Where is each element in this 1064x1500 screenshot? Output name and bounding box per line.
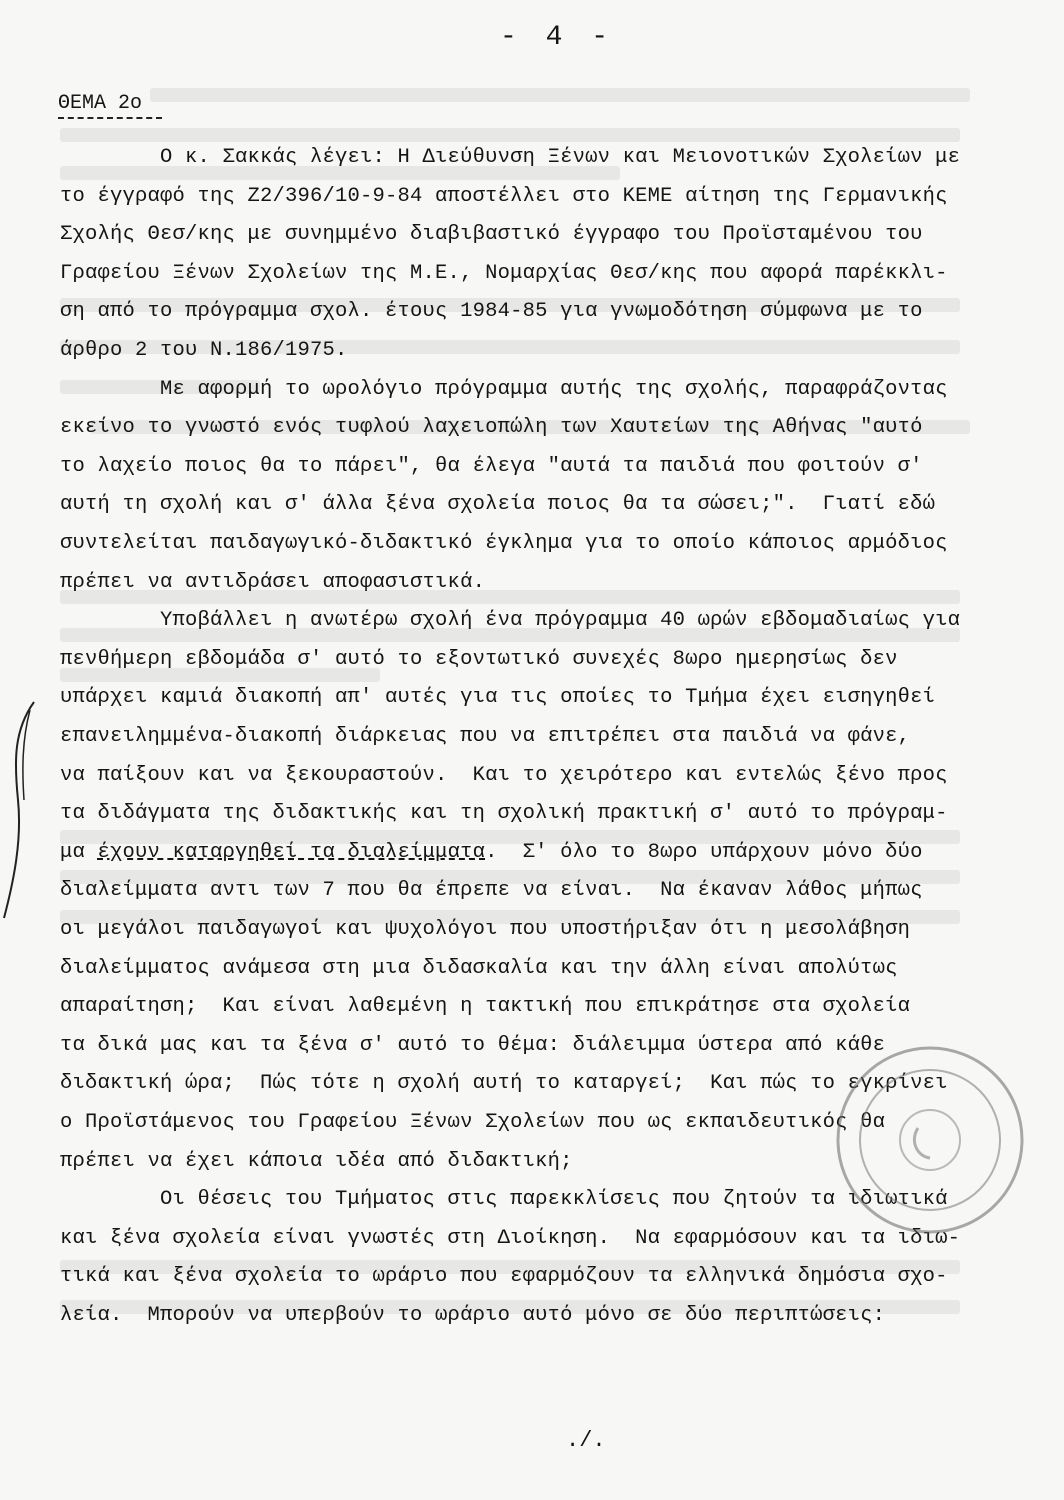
text-line: και ξένα σχολεία είναι γνωστές στη Διοίκηση. Να εφαρμόσουν και τα ιδιω- — [60, 1226, 961, 1250]
text-line: να παίξουν και να ξεκουραστούν. Και το χειρότερο και εντελώς ξένο προς — [60, 763, 948, 787]
text-line: Οι θέσεις του Τμήματος στις παρεκκλίσεις που ζητούν τα ιδιωτικά — [60, 1188, 948, 1212]
text-line: ση από το πρόγραμμα σχολ. έτους 1984-85 για γνωμοδότηση σύμφωνα με το — [60, 300, 923, 324]
underlined-phrase: έχουν καταργηθεί τα διαλείμματα — [97, 840, 486, 864]
text-line: υπάρχει καμιά διακοπή απ' αυτές για τις οποίες το Τμήμα έχει εισηγηθεί — [60, 686, 936, 710]
heading-underline — [58, 117, 162, 119]
page-number: - 4 - — [500, 22, 615, 53]
text-line: Με αφορμή το ωρολόγιο πρόγραμμα αυτής της σχολής, παραφράζοντας — [60, 377, 948, 401]
text-line: λεία. Μπορούν να υπερβούν το ωράριο αυτό μόνο σε δύο περιπτώσεις: — [60, 1304, 886, 1327]
text-line: διαλείμματος ανάμεσα στη μια διδασκαλία και την άλλη είναι απολύτως — [60, 956, 898, 980]
text-line: οι μεγάλοι παιδαγωγοί και ψυχολόγοι που υποστήριξαν ότι η μεσολάβηση — [60, 918, 911, 941]
text-line: εκείνο το γνωστό ενός τυφλού λαχειοπώλη των Χαυτείων της Αθήνας "αυτό — [60, 416, 923, 440]
text-line: Ο κ. Σακκάς λέγει: Η Διεύθυνση Ξένων και Μειονοτικών Σχολείων με — [60, 146, 961, 169]
text-line: άρθρο 2 του Ν.186/1975. — [60, 339, 348, 362]
text-line: Σχολής Θεσ/κης με συνημμένο διαβιβαστικό έγγραφο του Προϊσταμένου του — [60, 223, 923, 247]
text-line: Υποβάλλει η ανωτέρω σχολή ένα πρόγραμμα 40 ωρών εβδομαδιαίως για — [60, 609, 961, 633]
text-line: πρέπει να αντιδράσει αποφασιστικά. — [60, 570, 486, 594]
text-line: Γραφείου Ξένων Σχολείων της Μ.Ε., Νομαρχίας Θεσ/κης που αφορά παρέκκλι- — [60, 261, 948, 285]
text-line: το έγγραφό της Ζ2/396/10-9-84 αποστέλλει στο ΚΕΜΕ αίτηση της Γερμανικής — [60, 184, 948, 208]
text-line: επανειλημμένα-διακοπή διάρκειας που να επιτρέπει στα παιδιά να φάνε, — [60, 725, 911, 748]
text-line: διδακτική ώρα; Πώς τότε η σχολή αυτή το καταργεί; Και πώς το εγκρίνει — [60, 1072, 948, 1096]
text-line: τα δικά μας και τα ξένα σ' αυτό το θέμα: διάλειμμα ύστερα από κάθε — [60, 1033, 886, 1057]
text-line: πρέπει να έχει κάποια ιδέα από διδακτική; — [60, 1149, 573, 1173]
text-line: το λαχείο ποιος θα το πάρει", θα έλεγα "αυτά τα παιδιά που φοιτούν σ' — [60, 454, 923, 478]
section-heading: ΘΕΜΑ 2ο — [58, 92, 143, 115]
text-line: αυτή τη σχολή και σ' άλλα ξένα σχολεία ποιος θα τα σώσει;". Γιατί εδώ — [60, 493, 936, 517]
text-line: συντελείται παιδαγωγικό-διδακτικό έγκλημα για το οποίο κάποιος αρμόδιος — [60, 532, 948, 555]
text-line: τικά και ξένα σχολεία το ωράριο που εφαρμόζουν τα ελληνικά δημόσια σχο- — [60, 1265, 948, 1289]
margin-bracket-mark — [0, 700, 40, 920]
text-line: απαραίτηση; Και είναι λαθεμένη η τακτική που επικράτησε στα σχολεία — [60, 995, 911, 1019]
text-line: τα διδάγματα της διδακτικής και τη σχολική πρακτική σ' αυτό το πρόγραμ- — [60, 802, 948, 826]
line-prefix: μα — [60, 840, 98, 864]
round-stamp-icon — [830, 1040, 1030, 1240]
continuation-mark: ./. — [566, 1428, 606, 1453]
text-line: πενθήμερη εβδομάδα σ' αυτό το εξοντωτικό συνεχές 8ωρο ημερησίως δεν — [60, 647, 898, 671]
line-suffix: . Σ' όλο το 8ωρο υπάρχουν μόνο δύο — [485, 840, 923, 864]
text-line — [60, 841, 923, 864]
text-line: διαλείμματα αντι των 7 που θα έπρεπε να είναι. Να έκαναν λάθος μήπως — [60, 879, 923, 903]
text-line: ο Προϊστάμενος του Γραφείου Ξένων Σχολείων που ως εκπαιδευτικός θα — [60, 1111, 886, 1134]
